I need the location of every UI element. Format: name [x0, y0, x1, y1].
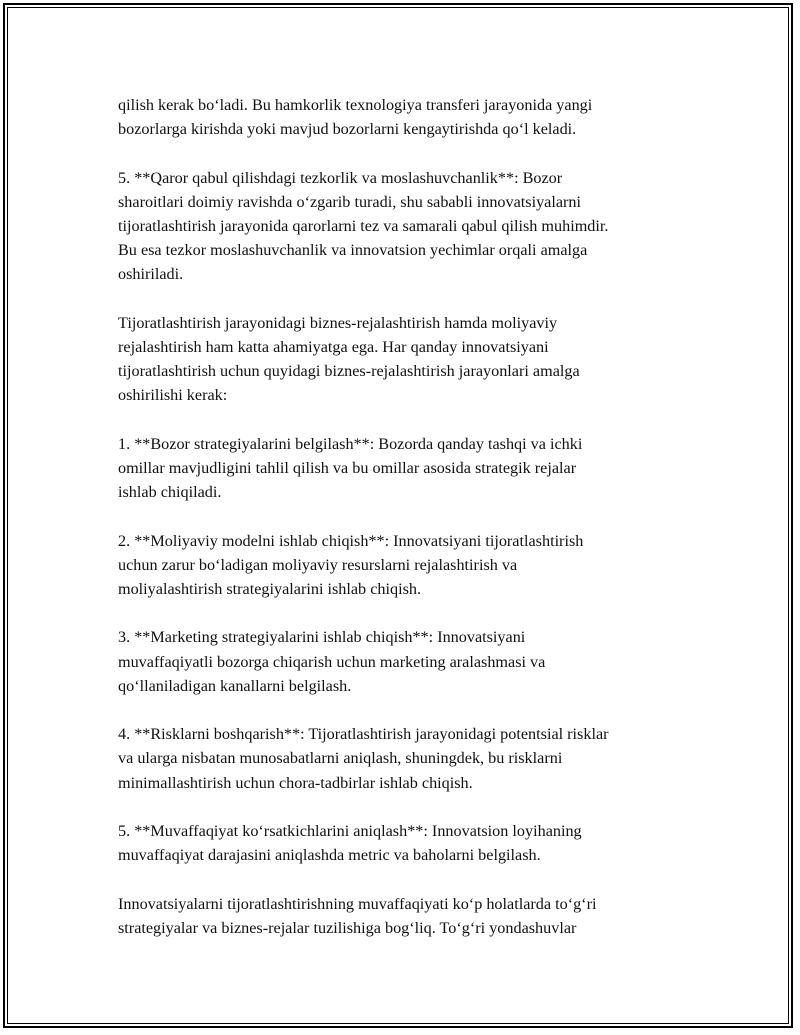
document-body: [118, 93, 688, 964]
text-line: Innovatsiyalarni tijoratlashtirishning muvaffaqiyati ko‘p holatlarda to‘g‘ri: [118, 894, 597, 913]
paragraph-item-3-marketing-strategy: [118, 625, 688, 698]
text-line: oshirilishi kerak:: [118, 386, 228, 405]
text-line: moliyalashtirish strategiyalarini ishlab chiqish.: [118, 580, 422, 598]
paragraph-business-planning-intro: [118, 311, 688, 408]
text-line: muvaffaqiyat darajasini aniqlashda metric va baholarni belgilash.: [118, 846, 541, 865]
text-line: Tijoratlashtirish jarayonidagi biznes-rejalashtirish hamda moliyaviy: [118, 313, 558, 332]
text-line: 5. **Qaror qabul qilishdagi tezkorlik va moslashuvchanlik**: Bozor: [118, 168, 563, 187]
paragraph-item-5-decision-speed: [118, 166, 688, 287]
text-line: ishlab chiqiladi.: [118, 483, 222, 502]
paragraph-item-1-market-strategy: [118, 432, 688, 505]
text-line: uchun zarur bo‘ladigan moliyaviy resurslarni rejalashtirish va: [118, 555, 518, 574]
text-line: Bu esa tezkor moslashuvchanlik va innovatsion yechimlar orqali amalga: [118, 241, 588, 260]
text-line: qo‘llaniladigan kanallarni belgilash.: [118, 676, 352, 695]
text-line: 1. **Bozor strategiyalarini belgilash**: Bozorda qanday tashqi va ichki: [118, 434, 583, 453]
text-line: 5. **Muvaffaqiyat ko‘rsatkichlarini aniqlash**: Innovatsion loyihaning: [118, 821, 582, 840]
paragraph-conclusion: [118, 892, 688, 940]
text-line: 4. **Risklarni boshqarish**: Tijoratlashtirish jarayonidagi potentsial risklar: [118, 725, 609, 744]
paragraph-partnership-continuation: [118, 93, 688, 141]
paragraph-item-2-financial-model: [118, 529, 688, 602]
paragraph-item-4-risk-management: [118, 722, 688, 795]
text-line: rejalashtirish ham katta ahamiyatga ega. Har qanday innovatsiyani: [118, 338, 549, 356]
paragraph-item-5-success-metrics: [118, 819, 688, 867]
text-line: omillar mavjudligini tahlil qilish va bu omillar asosida strategik rejalar: [118, 459, 577, 477]
text-line: muvaffaqiyatli bozorga chiqarish uchun marketing aralashmasi va: [118, 652, 546, 671]
text-line: oshiriladi.: [118, 265, 184, 284]
text-line: strategiyalar va biznes-rejalar tuzilishiga bog‘liq. To‘g‘ri yondashuvlar: [118, 918, 577, 937]
text-line: bozorlarga kirishda yoki mavjud bozorlarni kengaytirishda qo‘l keladi.: [118, 120, 577, 139]
text-line: tijoratlashtirish jarayonida qarorlarni tez va samarali qabul qilish muhimdir.: [118, 217, 609, 235]
text-line: 3. **Marketing strategiyalarini ishlab chiqish**: Innovatsiyani: [118, 628, 526, 647]
text-line: sharoitlari doimiy ravishda o‘zgarib turadi, shu sababli innovatsiyalarni: [118, 192, 582, 211]
text-line: va ularga nisbatan munosabatlarni aniqlash, shuningdek, bu risklarni: [118, 749, 563, 768]
text-line: 2. **Moliyaviy modelni ishlab chiqish**: Innovatsiyani tijoratlashtirish: [118, 531, 584, 550]
text-line: minimallashtirish uchun chora-tadbirlar ishlab chiqish.: [118, 773, 473, 792]
text-line: qilish kerak bo‘ladi. Bu hamkorlik texnologiya transferi jarayonida yangi: [118, 96, 593, 114]
text-line: tijoratlashtirish uchun quyidagi biznes-rejalashtirish jarayonlari amalga: [118, 362, 580, 381]
